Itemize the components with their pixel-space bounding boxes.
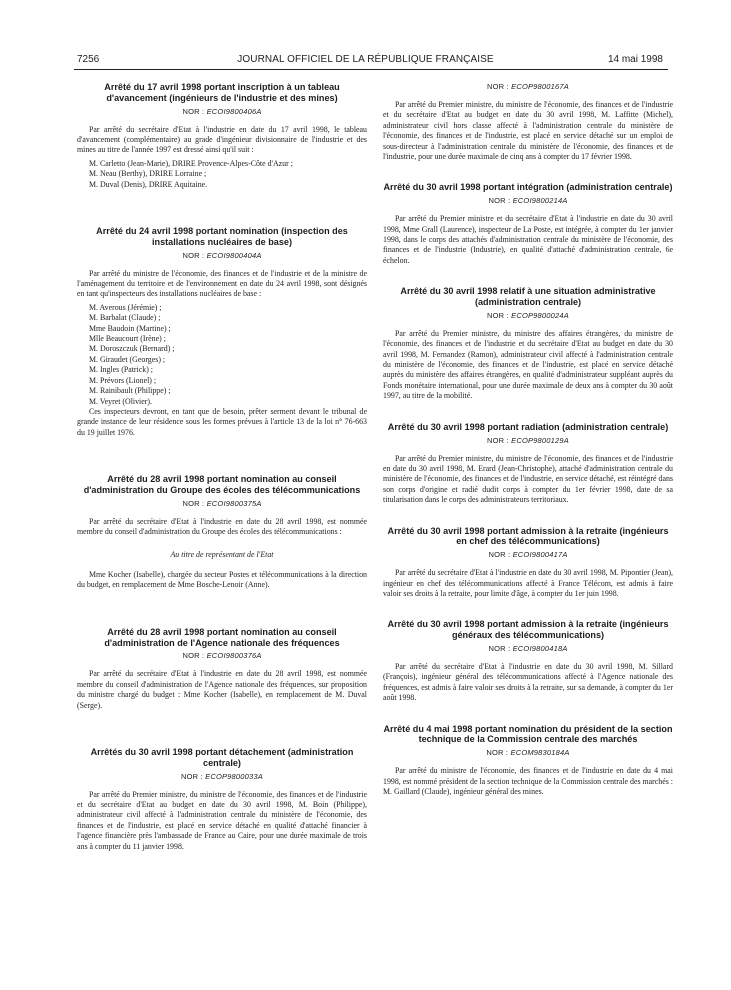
publication-date: 14 mai 1998	[607, 54, 663, 65]
decree-title: Arrêté du 24 avril 1998 portant nomination (inspection des installations nucléaires de base)	[96, 226, 348, 247]
decree-title: Arrêté du 30 avril 1998 portant radiation (administration centrale)	[387, 421, 669, 432]
right-column	[383, 82, 673, 817]
decree-nor: NOR : ECOP9800024A	[487, 310, 569, 320]
decree-title: Arrêté du 4 mai 1998 portant nomination du président de la section technique de la Commission centrale des marchés	[383, 723, 673, 745]
decree-section	[77, 627, 367, 711]
list-item: M. Ingles (Patrick) ;	[89, 365, 153, 375]
decree-nor: NOR : ECOI9800417A	[488, 550, 568, 560]
decree-nor: NOR : ECOI9800418A	[488, 643, 568, 653]
list-item: M. Prévors (Lionel) ;	[89, 375, 157, 385]
list-item: M. Veyret (Olivier).	[89, 396, 152, 406]
decree-section	[383, 182, 673, 266]
decree-body: Par arrêté du secrétaire d'Etat à l'industrie en date du 28 avril 1998, est nommée membre du conseil d'administration de l'Agence nationale des fréquences, sur proposition du ministre chargé du budget : Mme Kocher (Isabelle), en remplacement de M. Duval (Serge).	[77, 669, 367, 710]
decree-body: Ces inspecteurs devront, en tant que de besoin, prêter serment devant le tribunal de grande instance de leur résidence sous les formes prévues à l'article 13 de la loi n° 76-663 du 19 juillet 1976.	[77, 406, 367, 437]
nor-code: ECOI9800404A	[206, 250, 262, 260]
decree-nor: NOR : ECOP9800129A	[487, 435, 569, 445]
decree-nor: NOR : ECOI9800404A	[182, 250, 262, 260]
decree-title: Arrêté du 28 avril 1998 portant nomination au conseil d'administration de l'Agence nationale des fréquences	[104, 626, 340, 648]
decree-body: Mme Kocher (Isabelle), chargée du secteur Postes et télécommunications à la direction du budget, en remplacement de Mme Bosche-Lenoir (Anne).	[77, 569, 367, 590]
journal-title: JOURNAL OFFICIEL DE LA RÉPUBLIQUE FRANÇAISE	[237, 54, 494, 65]
decree-body: Par arrêté du Premier ministre et du secrétaire d'Etat à l'industrie en date du 30 avril 1998, Mme Grall (Laurence), inspecteur de La Poste, est intégrée, à compter du 1er janvier 1998, dans le corps des attachés d'administration centrale du ministère de l'économie, des finances et de l'industrie (Industrie), en qualité d'attaché d'administration centrale, 6e échelon.	[383, 214, 673, 265]
name-list	[77, 159, 367, 190]
decree-body: Par arrêté du Premier ministre, du ministre des affaires étrangères, du ministre de l'économie, des finances et de l'industrie et du secrétaire d'Etat au budget en date du 30 avril 1998, M. Fernandez (Ramon), administrateur civil affecté à l'administration centrale du ministère de l'économie, des finances et de l'industrie, est placé en service détaché auprès du ministère des affaires étrangères, en qualité d'administrateur suppléant auprès du Fonds monétaire international, pour une durée maximale de deux ans à compter du 30 août 1997, au titre de la mobilité.	[383, 328, 673, 401]
list-item: M. Barbalat (Claude) ;	[89, 313, 161, 323]
nor-code: ECOP9800024A	[511, 310, 569, 320]
list-item: M. Averous (Jérémie) ;	[89, 302, 162, 312]
decree-nor: NOR : ECOI9800214A	[488, 196, 568, 206]
decree-subhead: Au titre de représentant de l'Etat	[170, 549, 274, 559]
decree-section	[383, 286, 673, 401]
decree-body: Par arrêté du Premier ministre, du ministre de l'économie, des finances et de l'industrie et du secrétaire d'Etat au budget en date du 30 avril 1998, M. Laffitte (Michel), administrateur civil hors classe affecté à l'administration centrale du ministère de l'économie, des finances et de l'industrie, est placé en service détaché sur un emploi de sous-directeur à l'administration centrale du ministère de l'économie, des finances et de l'industrie, pour une durée maximale de cinq ans à compter du 17 février 1998.	[383, 100, 673, 162]
list-item: M. Giraudet (Georges) ;	[89, 354, 166, 364]
decree-section	[77, 226, 367, 438]
nor-code: ECOI9800417A	[512, 550, 568, 560]
decree-nor: NOR : ECOI9800376A	[182, 651, 262, 661]
nor-code: ECOI9800418A	[512, 643, 568, 653]
name-list	[77, 303, 367, 407]
decree-body: Par arrêté du Premier ministre, du ministre de l'économie, des finances et de l'industrie en date du 30 avril 1998, M. Erard (Jean-Christophe), attaché d'administration centrale du ministère de l'économie, des finances et de l'industrie, en service détaché, est réintégré dans son corps d'origine et radié dudit corps à compter du 1er février 1998, date de sa titularisation dans le corps des administrateurs territoriaux.	[383, 453, 673, 505]
decree-nor: NOR : ECOI9800375A	[182, 498, 262, 508]
nor-code: ECOI9800376A	[206, 651, 262, 661]
nor-code: ECOP9800033A	[205, 771, 263, 781]
nor-code: ECOI9800406A	[206, 106, 262, 116]
decree-section	[77, 747, 367, 852]
header-rule	[74, 69, 668, 70]
decree-nor: NOR : ECOI9800406A	[182, 106, 262, 116]
decree-body: Par arrêté du secrétaire d'Etat à l'industrie en date du 30 avril 1998, M. Sillard (François), ingénieur général des télécommunications affecté à l'Agence nationale des fréquences, est admis à faire valoir ses droits à la retraite, sur sa demande, à compter du 1er août 1998.	[383, 661, 673, 703]
nor-code: ECOP9800167A	[511, 82, 569, 91]
list-item: M. Doroszczuk (Bernard) ;	[89, 344, 175, 354]
decree-title: Arrêté du 28 avril 1998 portant nomination au conseil d'administration du Groupe des écoles des télécommunications	[83, 474, 361, 495]
decree-title: Arrêté du 30 avril 1998 portant admission à la retraite (ingénieurs généraux des télécommunications)	[387, 619, 669, 641]
decree-body: Par arrêté du ministre de l'économie, des finances et de l'industrie et de la ministre de l'aménagement du territoire et de l'environnement en date du 24 avril 1998, sont désignés en tant qu'inspecteurs des installations nucléaires de base :	[77, 268, 367, 299]
decree-section	[383, 619, 673, 703]
list-item: Mlle Beaucourt (Irène) ;	[89, 334, 166, 344]
left-column	[77, 82, 367, 888]
decree-section	[77, 474, 367, 591]
page-number: 7256	[77, 54, 100, 65]
decree-body: Par arrêté du ministre de l'économie, des finances et de l'industrie en date du 4 mai 1998, est nommé président de la section technique de la Commission centrale des marchés : M. Gaillard (Claude), ingénieur général des mines.	[383, 766, 673, 796]
decree-body: Par arrêté du secrétaire d'Etat à l'industrie en date du 30 avril 1998, M. Pipontier (Jean), ingénieur en chef des télécommunications affecté à France Télécom, est admis à faire valoir ses droits à la retraite, pour limite d'âge, à compter du 1er juin 1998.	[383, 568, 673, 598]
decree-body: Par arrêté du secrétaire d'Etat à l'industrie en date du 17 avril 1998, le tableau d'avancement (complémentaire) au grade d'ingénieur divisionnaire de l'industrie et des mines au titre de l'année 1997 est dressé ainsi qu'il suit :	[77, 124, 367, 155]
decree-title: Arrêté du 17 avril 1998 portant inscription à un tableau d'avancement (ingénieurs de l'industrie et des mines)	[104, 82, 340, 103]
decree-body: Par arrêté du Premier ministre, du ministre de l'économie, des finances et de l'industrie et du secrétaire d'Etat au budget en date du 30 avril 1998, M. Boin (Philippe), administrateur civil affecté à l'administration centrale du ministère de l'économie, des finances et de l'industrie, est placé en service détaché en qualité d'attaché financier à l'agence financière près l'ambassade de France au Caire, pour une durée maximale de trois ans à compter du 11 janvier 1998.	[77, 789, 367, 851]
decree-nor: NOR : ECOP9800033A	[181, 771, 263, 781]
decree-section	[383, 724, 673, 798]
decree-section	[77, 82, 367, 190]
list-item: M. Duval (Denis), DRIRE Aquitaine.	[89, 179, 208, 189]
decree-section	[383, 82, 673, 162]
decree-section	[383, 526, 673, 600]
decree-title: Arrêtés du 30 avril 1998 portant détachement (administration centrale)	[90, 746, 354, 768]
nor-code: ECOI9800214A	[512, 196, 568, 206]
decree-body: Par arrêté du secrétaire d'Etat à l'industrie en date du 28 avril 1998, est nommée membre du conseil d'administration du Groupe des écoles des télécommunications :	[77, 516, 367, 537]
nor-code: ECOM9830184A	[510, 748, 570, 758]
list-item: M. Rainibault (Philippe) ;	[89, 386, 171, 396]
decree-section	[383, 422, 673, 506]
list-item: Mme Baudoin (Martine) ;	[89, 323, 171, 333]
page-header	[0, 0, 731, 80]
decree-nor: NOR : ECOM9830184A	[486, 748, 570, 758]
nor-code: ECOP9800129A	[511, 435, 569, 445]
list-item: M. Carletto (Jean-Marie), DRIRE Provence-Alpes-Côte d'Azur ;	[89, 158, 293, 168]
list-item: M. Neau (Berthy), DRIRE Lorraine ;	[89, 169, 207, 179]
decree-nor: NOR : ECOP9800167A	[487, 82, 569, 91]
decree-title: Arrêté du 30 avril 1998 portant admission à la retraite (ingénieurs en chef des télécommunications)	[387, 525, 669, 547]
decree-title: Arrêté du 30 avril 1998 relatif à une situation administrative (administration centrale)	[400, 286, 656, 308]
nor-code: ECOI9800375A	[206, 498, 262, 508]
decree-title: Arrêté du 30 avril 1998 portant intégration (administration centrale)	[383, 182, 673, 193]
